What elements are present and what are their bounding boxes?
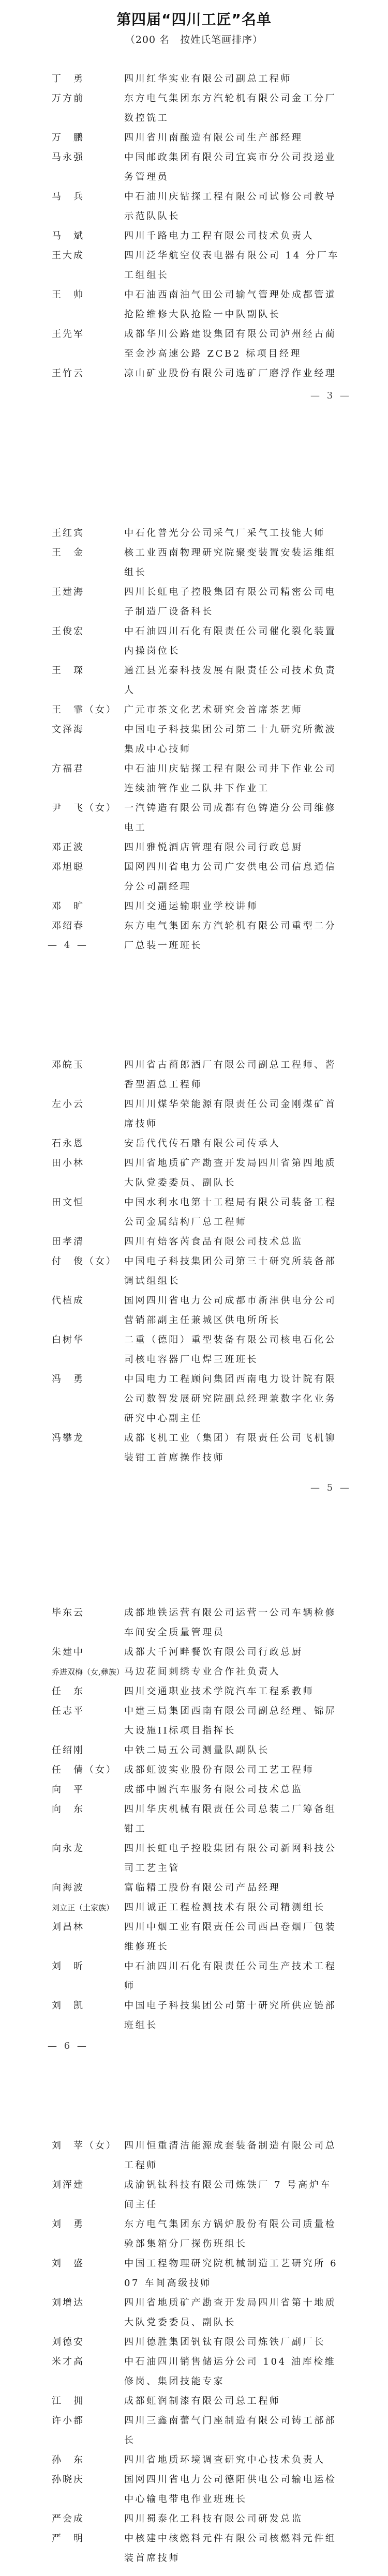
entry-name: 刘增达 xyxy=(52,2297,84,2308)
roster-entry xyxy=(0,720,388,759)
entry-affiliation: 二重（德阳）重型装备有限公司核电石化公司核电容器厂电焊三班班长 xyxy=(124,1335,337,1365)
entry-name: 石永恩 xyxy=(52,1138,84,1149)
entry-name: 马 斌 xyxy=(52,231,84,241)
entry-affiliation: 东方电气集团东方汽轮机有限公司金工分厂数控铣工 xyxy=(124,93,337,124)
entry-name: 代植成 xyxy=(52,1295,84,1306)
entry-affiliation: 四川省地质环境调查研究中心技术负责人 xyxy=(124,2455,325,2465)
entry-name: 王建海 xyxy=(52,587,84,597)
roster-entry xyxy=(0,759,388,799)
roster-entry xyxy=(0,2215,388,2254)
entry-name: 王先军 xyxy=(52,329,84,340)
roster-entry xyxy=(0,1330,388,1370)
entry-affiliation: 国网四川省电力公司广安供电公司信息通信分公司副经理 xyxy=(124,862,337,892)
roster-entry xyxy=(0,128,388,148)
entry-affiliation: 东方电气集团东方汽轮机有限公司重型二分厂总装一班班长 xyxy=(124,921,337,951)
entry-affiliation: 成都地铁运营有限公司运营一公司车辆检修车间安全质量管理员 xyxy=(124,1607,337,1638)
entry-name: 王 琛 xyxy=(52,665,84,676)
entry-affiliation: 四川红华实业有限公司副总工程师 xyxy=(124,73,292,84)
roster-entry xyxy=(0,1643,388,1662)
entry-name: 孙晓庆 xyxy=(52,2474,84,2485)
entry-affiliation: 成都飞机工业（集团）有限责任公司飞机铆装钳工首席操作技师 xyxy=(124,1433,337,1463)
entry-name: 王俊宏 xyxy=(52,626,84,637)
roster-entry xyxy=(0,1291,388,1330)
entry-name: 万 鹏 xyxy=(52,132,84,143)
entry-name: 马 兵 xyxy=(52,191,84,202)
entry-affiliation: 四川华庆机械有限责任公司总装二厂筹备组钳工 xyxy=(124,1804,337,1834)
entry-affiliation: 四川川煤华荣能源有限责任公司金刚煤矿首席技师 xyxy=(124,1099,337,1129)
entry-affiliation: 四川省川南酿造有限公司生产部经理 xyxy=(124,132,303,143)
roster-entry xyxy=(0,1154,388,1193)
roster-entry xyxy=(0,1996,388,2035)
roster-entry xyxy=(0,1701,388,1741)
entry-affiliation: 四川长虹电子控股集团有限公司新网科技公司工艺主管 xyxy=(124,1843,337,1874)
roster-entry xyxy=(0,1095,388,1134)
entry-affiliation: 中国工程物理研究院机械制造工艺研究所 607 车间高级技师 xyxy=(124,2258,338,2289)
roster-entry xyxy=(0,364,388,384)
entry-affiliation: 中建三局集团西南有限公司副总经理、锦屏大设施II标项目指挥长 xyxy=(124,1706,337,1736)
roster-entry xyxy=(0,246,388,285)
page-number: — 4 — xyxy=(48,940,88,950)
roster-entry xyxy=(0,1898,388,1918)
roster-entry xyxy=(0,69,388,89)
entry-affiliation: 中铁二局五公司测量队副队长 xyxy=(124,1745,270,1756)
roster-entry xyxy=(0,1918,388,1957)
roster-entry xyxy=(0,2136,388,2175)
entry-name: 文泽海 xyxy=(52,724,84,735)
roster-entry xyxy=(0,857,388,897)
entry-name: 刘昌林 xyxy=(52,1922,84,1933)
entry-name: 刘立正（土家族） xyxy=(52,1903,114,1912)
entry-name: 王 金 xyxy=(52,547,84,558)
entry-name: 邓绍春 xyxy=(52,921,84,931)
entry-affiliation: 四川蜀泰化工科技有限公司研发总监 xyxy=(124,2513,303,2524)
entry-affiliation: 四川诚正工程检测技术有限公司精测组长 xyxy=(124,1902,325,1913)
roster-entry xyxy=(0,1682,388,1701)
entry-name: 朱建中 xyxy=(52,1647,84,1658)
roster-entry xyxy=(0,187,388,226)
roster-entry xyxy=(0,1603,388,1643)
roster-entry xyxy=(0,2391,388,2411)
entry-affiliation: 四川省地质矿产勘查开发局四川省第四地质大队党委委员、副队长 xyxy=(124,1158,337,1188)
roster-entry xyxy=(0,524,388,543)
roster-entry xyxy=(0,89,388,128)
entry-affiliation: 中石油川庆钻探工程有限公司试修公司教导示范队队长 xyxy=(124,191,337,222)
entry-name: 田小林 xyxy=(52,1158,84,1169)
entry-name: 刘 昕 xyxy=(52,1961,84,1972)
roster-entry xyxy=(0,2175,388,2215)
entry-affiliation: 中石油四川石化有限责任公司生产技术工程师 xyxy=(124,1961,337,1991)
entry-name: 任志平 xyxy=(52,1706,84,1716)
roster-page xyxy=(0,1055,388,1468)
entry-affiliation: 四川恒重清洁能源成套装备制造有限公司总工程师 xyxy=(124,2140,337,2171)
roster-entry xyxy=(0,799,388,838)
entry-name: 邓 旷 xyxy=(52,901,84,912)
entry-affiliation: 四川三鑫南蕾气门座制造有限公司铸工部部长 xyxy=(124,2415,337,2446)
entry-affiliation: 中国电力工程顾问集团西南电力设计院有限公司数智发展研究院副总经理兼数字化业务研究中心副主任 xyxy=(124,1374,337,1424)
entry-affiliation: 四川交通职业技术学院汽车工程系教师 xyxy=(124,1686,315,1697)
entry-name: 向永龙 xyxy=(52,1843,84,1854)
roster-entry xyxy=(0,2293,388,2333)
entry-name: 刘德安 xyxy=(52,2337,84,2348)
entry-affiliation: 四川德胜集团钒钛有限公司炼铁厂副厂长 xyxy=(124,2337,325,2348)
roster-entry xyxy=(0,1055,388,1095)
roster-entry xyxy=(0,2470,388,2509)
roster-entry xyxy=(0,1839,388,1878)
entry-affiliation: 一汽铸造有限公司成都有色铸造分公司维修电工 xyxy=(124,803,337,833)
entry-affiliation: 安岳代代传石雕有限公司传承人 xyxy=(124,1138,281,1149)
entry-affiliation: 中石化普光分公司采气厂采气工技能大师 xyxy=(124,528,325,539)
roster-entry xyxy=(0,543,388,582)
entry-name: 付 俊（女） xyxy=(52,1256,117,1267)
entry-affiliation: 核工业西南物理研究院聚变装置安装运维组组长 xyxy=(124,547,337,578)
entry-name: 严 明 xyxy=(52,2533,84,2544)
roster-entry xyxy=(0,1193,388,1232)
entry-name: 乔进双梅（女,彝族） xyxy=(52,1667,124,1677)
entry-name: 孙 东 xyxy=(52,2455,84,2465)
entry-name: 王红宾 xyxy=(52,528,84,539)
roster-entry xyxy=(0,1134,388,1154)
entry-affiliation: 东方电气集团东方锅炉股份有限公司质量检验部集箱分厂探伤班组长 xyxy=(124,2219,337,2249)
page-number: — 3 — xyxy=(310,390,351,401)
document-subtitle: （200 名 按姓氏笔画排序） xyxy=(125,34,263,45)
roster-page xyxy=(0,69,388,384)
roster-entry xyxy=(0,285,388,325)
entry-name: 王 霏（女） xyxy=(52,704,117,715)
roster-page xyxy=(0,524,388,956)
roster-entry xyxy=(0,2352,388,2391)
roster-entry xyxy=(0,1662,388,1682)
roster-entry xyxy=(0,1252,388,1291)
entry-affiliation: 成都大千河畔餐饮有限公司行政总厨 xyxy=(124,1647,303,1658)
roster-page xyxy=(0,2136,388,2568)
entry-affiliation: 中国电子科技集团公司第二十九研究所微波集成中心技师 xyxy=(124,724,337,755)
roster-entry xyxy=(0,700,388,720)
entry-affiliation: 四川省古蔺郎酒厂有限公司副总工程师、酱香型酒总工程师 xyxy=(124,1060,337,1090)
entry-affiliation: 广元市茶文化艺术研究会首席茶艺师 xyxy=(124,704,303,715)
entry-affiliation: 国网四川省电力公司成都市新津供电分公司营销部副主任兼城区供电所所长 xyxy=(124,1295,337,1326)
entry-name: 任 倩（女） xyxy=(52,1765,117,1775)
entry-name: 刘 凯 xyxy=(52,2000,84,2011)
roster-entry xyxy=(0,661,388,700)
roster-entry xyxy=(0,2333,388,2352)
entry-name: 邓皖玉 xyxy=(52,1060,84,1070)
roster-entry xyxy=(0,2450,388,2470)
entry-name: 严会成 xyxy=(52,2513,84,2524)
entry-name: 江 拥 xyxy=(52,2396,84,2406)
entry-affiliation: 成都虹润制漆有限公司总工程师 xyxy=(124,2396,281,2406)
document-title: 第四届“四川工匠”名单 xyxy=(116,11,272,28)
roster-entry xyxy=(0,325,388,364)
roster-entry xyxy=(0,1780,388,1800)
entry-name: 刘 盛 xyxy=(52,2258,84,2269)
roster-entry xyxy=(0,838,388,857)
roster-entry xyxy=(0,2509,388,2529)
entry-name: 向 平 xyxy=(52,1784,84,1795)
entry-affiliation: 四川泛华航空仪表电器有限公司 14 分厂车工组组长 xyxy=(124,250,339,281)
roster-entry xyxy=(0,622,388,661)
entry-name: 邓旭聪 xyxy=(52,862,84,872)
entry-name: 冯 勇 xyxy=(52,1374,84,1385)
entry-affiliation: 中国邮政集团有限公司宜宾市分公司投递业务管理员 xyxy=(124,152,337,182)
entry-name: 向海波 xyxy=(52,1882,84,1893)
entry-name: 马永强 xyxy=(52,152,84,163)
roster-entry xyxy=(0,582,388,622)
entry-affiliation: 成都华川公路建设集团有限公司泸州经古蔺至金沙高速公路 ZCB2 标项目经理 xyxy=(124,329,337,359)
roster-entry xyxy=(0,226,388,246)
roster-entry xyxy=(0,1232,388,1252)
entry-affiliation: 马边花间刺绣专业合作社负责人 xyxy=(124,1666,281,1677)
entry-affiliation: 四川交通运输职业学校讲师 xyxy=(124,901,259,912)
entry-affiliation: 四川雅悦酒店管理有限公司行政总厨 xyxy=(124,842,303,853)
entry-affiliation: 成都虹波实业股份有限公司工艺工程师 xyxy=(124,1765,315,1775)
roster-entry xyxy=(0,1957,388,1996)
roster-entry xyxy=(0,1800,388,1839)
entry-affiliation: 凉山矿业股份有限公司选矿厂磨浮作业经理 xyxy=(124,368,337,379)
entry-name: 方福君 xyxy=(52,763,84,774)
entry-affiliation: 中国电子科技集团公司第十研究所供应链部班组长 xyxy=(124,2000,337,2031)
entry-affiliation: 成都中圆汽车服务有限公司技术总监 xyxy=(124,1784,303,1795)
entry-name: 任 东 xyxy=(52,1686,84,1697)
entry-name: 王大成 xyxy=(52,250,84,261)
entry-affiliation: 中石油四川销售储运分公司 104 油库检维修岗、集团技能专家 xyxy=(124,2356,336,2387)
entry-name: 丁 勇 xyxy=(52,73,84,84)
roster-entry xyxy=(0,2411,388,2450)
roster-entry xyxy=(0,1878,388,1898)
entry-affiliation: 四川千路电力工程有限公司技术负责人 xyxy=(124,231,315,241)
entry-affiliation: 成渝钒钛科技有限公司炼铁厂 7 号高炉车间主任 xyxy=(124,2180,332,2210)
entry-affiliation: 四川中烟工业有限责任公司西昌卷烟厂包装维修班长 xyxy=(124,1922,337,1952)
entry-affiliation: 中石油西南油气田公司输气管理处成都管道抢险维修大队抢险一中队副队长 xyxy=(124,289,337,320)
roster-entry xyxy=(0,2529,388,2568)
entry-name: 左小云 xyxy=(52,1099,84,1110)
page-number: — 5 — xyxy=(310,1482,351,1493)
entry-affiliation: 通江县光泰科技发展有限责任公司技术负责人 xyxy=(124,665,337,696)
entry-name: 万方前 xyxy=(52,93,84,104)
roster-entry xyxy=(0,1370,388,1429)
entry-name: 冯攀龙 xyxy=(52,1433,84,1444)
entry-name: 刘浑建 xyxy=(52,2180,84,2190)
entry-name: 米才高 xyxy=(52,2356,84,2367)
entry-name: 王 帅 xyxy=(52,289,84,300)
roster-entry xyxy=(0,1429,388,1468)
roster-entry xyxy=(0,2254,388,2293)
entry-name: 刘 苹（女） xyxy=(52,2140,117,2151)
page-number: — 6 — xyxy=(48,2041,88,2051)
entry-affiliation: 国网四川省电力公司德阳供电公司输电运检中心输电带电作业班班长 xyxy=(124,2474,337,2505)
entry-name: 王竹云 xyxy=(52,368,84,379)
roster-entry xyxy=(0,148,388,187)
roster-page xyxy=(0,1603,388,2035)
roster-entry xyxy=(0,1760,388,1780)
entry-name: 田孝清 xyxy=(52,1236,84,1247)
entry-name: 尹 飞（女） xyxy=(52,803,117,814)
entry-affiliation: 四川长虹电子控股集团有限公司精密公司电子制造厂设备科长 xyxy=(124,587,337,617)
entry-name: 白树华 xyxy=(52,1335,84,1345)
entry-name: 任绍刚 xyxy=(52,1745,84,1756)
entry-affiliation: 中石油川庆钻探工程有限公司井下作业公司连续油管作业二队井下作业工 xyxy=(124,763,337,794)
entry-affiliation: 中国电子科技集团公司第三十研究所装备部调试组组长 xyxy=(124,1256,337,1286)
entry-name: 向 东 xyxy=(52,1804,84,1815)
entry-affiliation: 中石油四川石化有限责任公司催化裂化装置内操岗位长 xyxy=(124,626,337,656)
entry-affiliation: 四川有焙客芮食品有限公司技术总监 xyxy=(124,1236,303,1247)
roster-entry xyxy=(0,897,388,916)
entry-affiliation: 富临精工股份有限公司产品经理 xyxy=(124,1882,281,1893)
entry-name: 刘 勇 xyxy=(52,2219,84,2230)
roster-entry xyxy=(0,1741,388,1760)
entry-name: 田文恒 xyxy=(52,1197,84,1208)
entry-affiliation: 四川省地质矿产勘查开发局四川省第十地质大队党委委员、副队长 xyxy=(124,2297,337,2328)
entry-affiliation: 中核建中核燃料元件有限公司核燃料元件组装首席技师 xyxy=(124,2533,337,2564)
entry-name: 邓正波 xyxy=(52,842,84,853)
entry-name: 毕东云 xyxy=(52,1607,84,1618)
entry-name: 许小都 xyxy=(52,2415,84,2426)
entry-affiliation: 中国水利水电第十工程局有限公司装备工程公司金属结构厂总工程师 xyxy=(124,1197,337,1228)
